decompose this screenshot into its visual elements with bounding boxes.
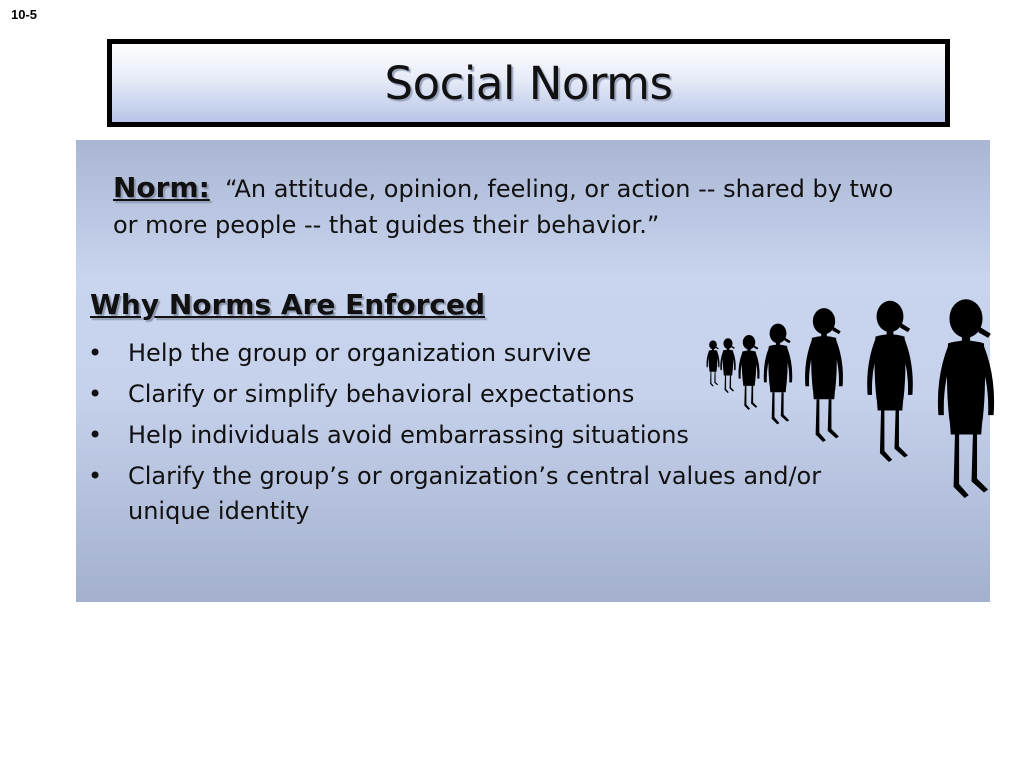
bullet-text: Clarify or simplify behavioral expectations [128,380,635,408]
bullet-text: Clarify the group’s or organization’s central values and/or unique identity [128,462,822,525]
definition-text: “An attitude, opinion, feeling, or action -- shared by two or more people -- that guides their behavior.” [113,175,894,239]
walking-people-silhouettes-icon [700,225,1010,510]
definition-term: Norm: [113,171,210,204]
section-heading: Why Norms Are Enforced [90,288,486,321]
bullet-icon: • [88,380,103,408]
bullet-icon: • [88,462,103,490]
bullet-text: Help individuals avoid embarrassing situations [128,421,689,449]
slide-title: Social Norms [384,56,673,110]
bullet-icon: • [88,339,103,367]
slide-number: 10-5 [11,7,38,22]
bullet-text: Help the group or organization survive [128,339,592,367]
title-box [107,39,950,127]
bullet-icon: • [88,421,103,449]
